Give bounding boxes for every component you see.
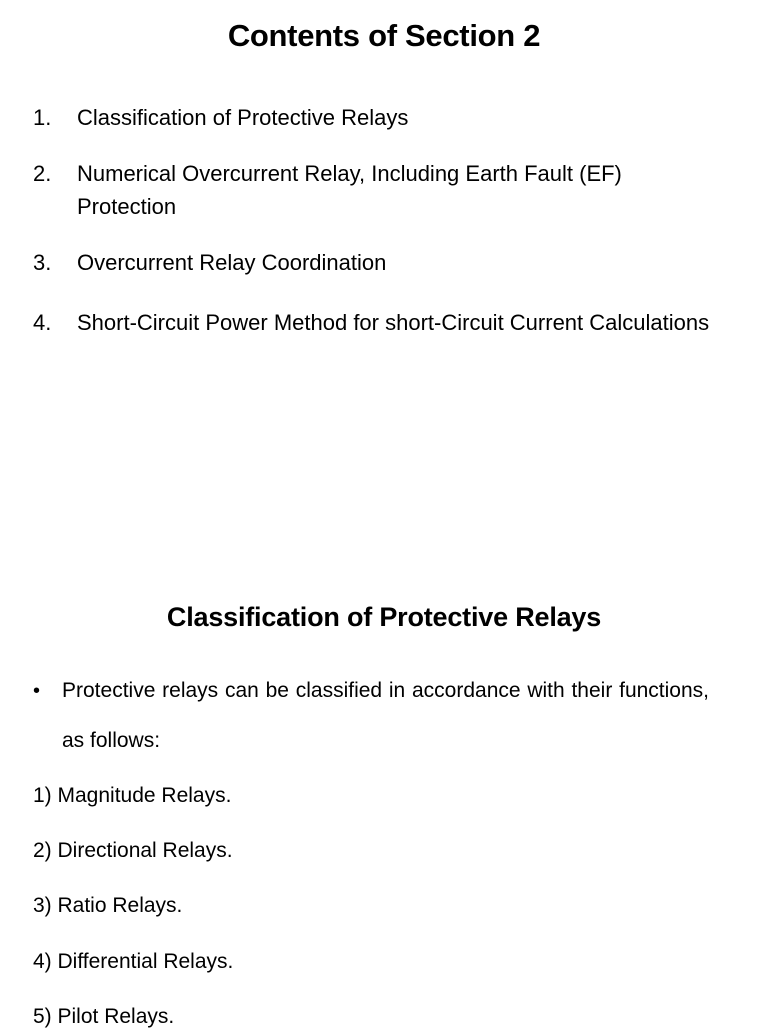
bullet-icon: • (33, 680, 41, 702)
contents-item-text: Classification of Protective Relays (77, 105, 409, 130)
contents-item-text: Numerical Overcurrent Relay, Including Earth Fault (EF) Protection (77, 161, 622, 219)
contents-item-number: 3. (33, 250, 52, 275)
relay-list-item: 2) Directional Relays. (33, 839, 233, 862)
relay-list-item: 4) Differential Relays. (33, 950, 234, 973)
relay-list-item: 1) Magnitude Relays. (33, 784, 232, 807)
contents-item-number: 2. (33, 161, 52, 186)
contents-item-number: 1. (33, 105, 52, 130)
bullet-text: Protective relays can be classified in accordance with their functions, as follows: (62, 679, 709, 752)
contents-item-text: Short-Circuit Power Method for short-Circuit Current Calculations (77, 310, 710, 335)
section-title: Contents of Section 2 (227, 18, 541, 53)
contents-item-number: 4. (33, 310, 52, 335)
relay-list-item: 5) Pilot Relays. (33, 1005, 175, 1028)
contents-item-text: Overcurrent Relay Coordination (77, 250, 387, 275)
relay-list-item: 3) Ratio Relays. (33, 894, 183, 917)
classification-title: Classification of Protective Relays (166, 602, 602, 632)
